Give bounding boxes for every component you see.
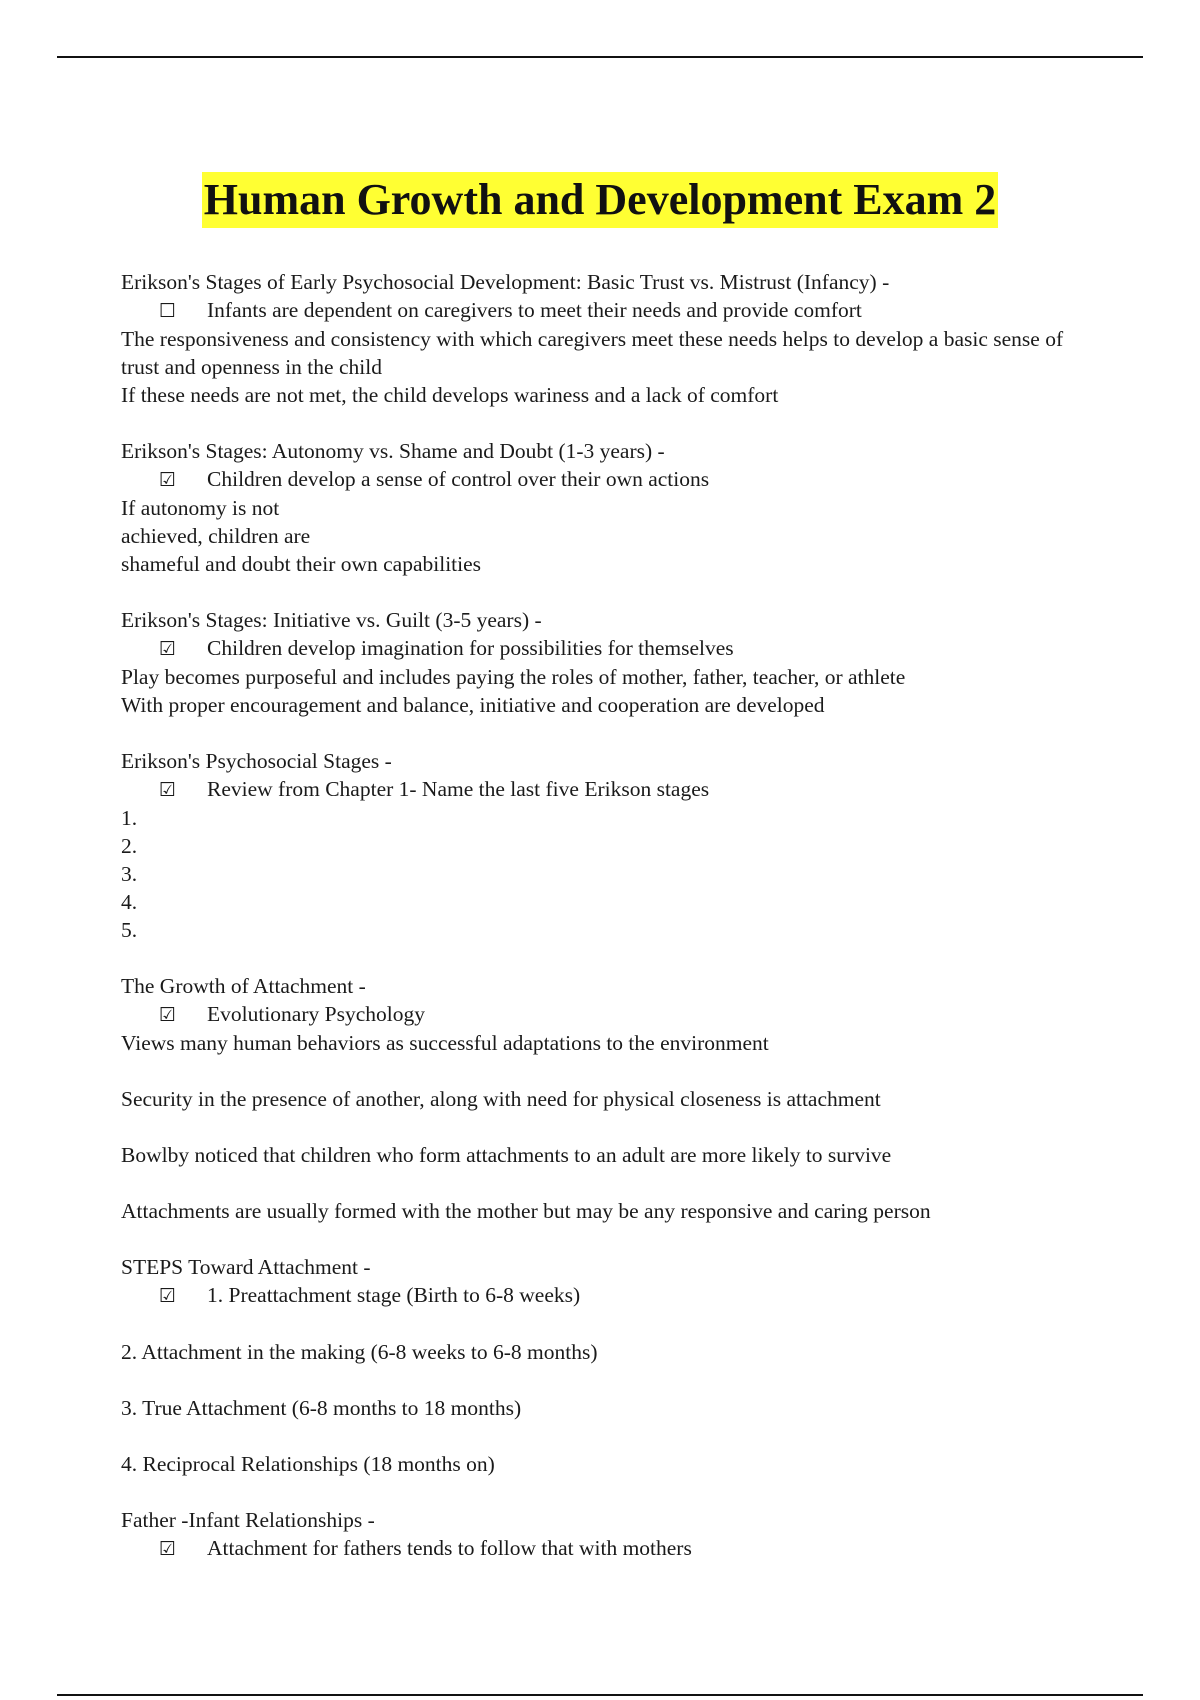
spacer [121, 1310, 1081, 1338]
checkbox-checked-icon: ☑ [159, 638, 177, 660]
step-item: 4. Reciprocal Relationships (18 months on) [121, 1452, 495, 1476]
spacer [121, 1169, 1081, 1197]
numbered-item: 2. [121, 834, 138, 858]
bullet-autonomy [121, 465, 1081, 494]
spacer [121, 1057, 1081, 1085]
checkbox-empty-icon: ☐ [159, 300, 177, 322]
paragraph-line: shameful and doubt their own capabilities [121, 552, 482, 576]
numbered-item: 1. [121, 806, 138, 830]
section-heading-trust: Erikson's Stages of Early Psychosocial Development: Basic Trust vs. Mistrust (Infancy) - [121, 270, 890, 294]
bullet-father [121, 1534, 1081, 1563]
paragraph-line: Views many human behaviors as successful adaptations to the environment [121, 1031, 769, 1055]
paragraph-line: With proper encouragement and balance, initiative and cooperation are developed [121, 693, 825, 717]
numbered-item: 3. [121, 862, 138, 886]
bullet-text: Children develop a sense of control over their own actions [207, 467, 710, 491]
checkbox-checked-icon: ☑ [159, 1538, 177, 1560]
spacer [121, 578, 1081, 606]
paragraph-line: If autonomy is not [121, 496, 280, 520]
spacer [121, 1113, 1081, 1141]
section-heading-father: Father -Infant Relationships - [121, 1508, 375, 1532]
spacer [121, 1422, 1081, 1450]
checkbox-checked-icon: ☑ [159, 1004, 177, 1026]
document-body [121, 268, 1081, 1563]
bullet-text: Attachment for fathers tends to follow that with mothers [207, 1536, 692, 1560]
section-heading-steps: STEPS Toward Attachment - [121, 1255, 371, 1279]
paragraph-line: Bowlby noticed that children who form attachments to an adult are more likely to survive [121, 1143, 892, 1167]
spacer [121, 1478, 1081, 1506]
checkbox-checked-icon: ☑ [159, 1285, 177, 1307]
bullet-psychosocial [121, 775, 1081, 804]
bullet-text: Review from Chapter 1- Name the last five Erikson stages [207, 777, 710, 801]
paragraph-line: Security in the presence of another, along with need for physical closeness is attachment [121, 1087, 881, 1111]
spacer [121, 719, 1081, 747]
paragraph-line: Play becomes purposeful and includes paying the roles of mother, father, teacher, or athlete [121, 665, 906, 689]
section-heading-psychosocial: Erikson's Psychosocial Stages - [121, 749, 392, 773]
section-heading-autonomy: Erikson's Stages: Autonomy vs. Shame and Doubt (1-3 years) - [121, 439, 665, 463]
numbered-item: 4. [121, 890, 138, 914]
bullet-text: Children develop imagination for possibilities for themselves [207, 636, 734, 660]
spacer [121, 1225, 1081, 1253]
header-rule [57, 56, 1143, 58]
checkbox-checked-icon: ☑ [159, 469, 177, 491]
step-item: 2. Attachment in the making (6-8 weeks to 6-8 months) [121, 1340, 598, 1364]
step-item: 3. True Attachment (6-8 months to 18 months) [121, 1396, 522, 1420]
bullet-text: Evolutionary Psychology [207, 1002, 425, 1026]
spacer [121, 944, 1081, 972]
bullet-text: Infants are dependent on caregivers to meet their needs and provide comfort [207, 298, 862, 322]
spacer [121, 1366, 1081, 1394]
numbered-item: 5. [121, 918, 138, 942]
paragraph-line: If these needs are not met, the child develops wariness and a lack of comfort [121, 383, 779, 407]
document-title: Human Growth and Development Exam 2 [202, 172, 998, 228]
footer-rule [57, 1694, 1143, 1696]
paragraph-line: achieved, children are [121, 524, 311, 548]
spacer [121, 409, 1081, 437]
bullet-attachment [121, 1000, 1081, 1029]
paragraph-line: The responsiveness and consistency with which caregivers meet these needs helps to develop a basic sense of trust and openness in the child [121, 327, 1064, 379]
checkbox-checked-icon: ☑ [159, 779, 177, 801]
bullet-initiative [121, 634, 1081, 663]
paragraph-line: Attachments are usually formed with the mother but may be any responsive and caring person [121, 1199, 931, 1223]
bullet-text: 1. Preattachment stage (Birth to 6-8 weeks) [207, 1283, 581, 1307]
section-heading-initiative: Erikson's Stages: Initiative vs. Guilt (3-5 years) - [121, 608, 542, 632]
title-container [0, 172, 1200, 228]
bullet-trust [121, 296, 1081, 325]
bullet-steps [121, 1281, 1081, 1310]
section-heading-attachment: The Growth of Attachment - [121, 974, 366, 998]
